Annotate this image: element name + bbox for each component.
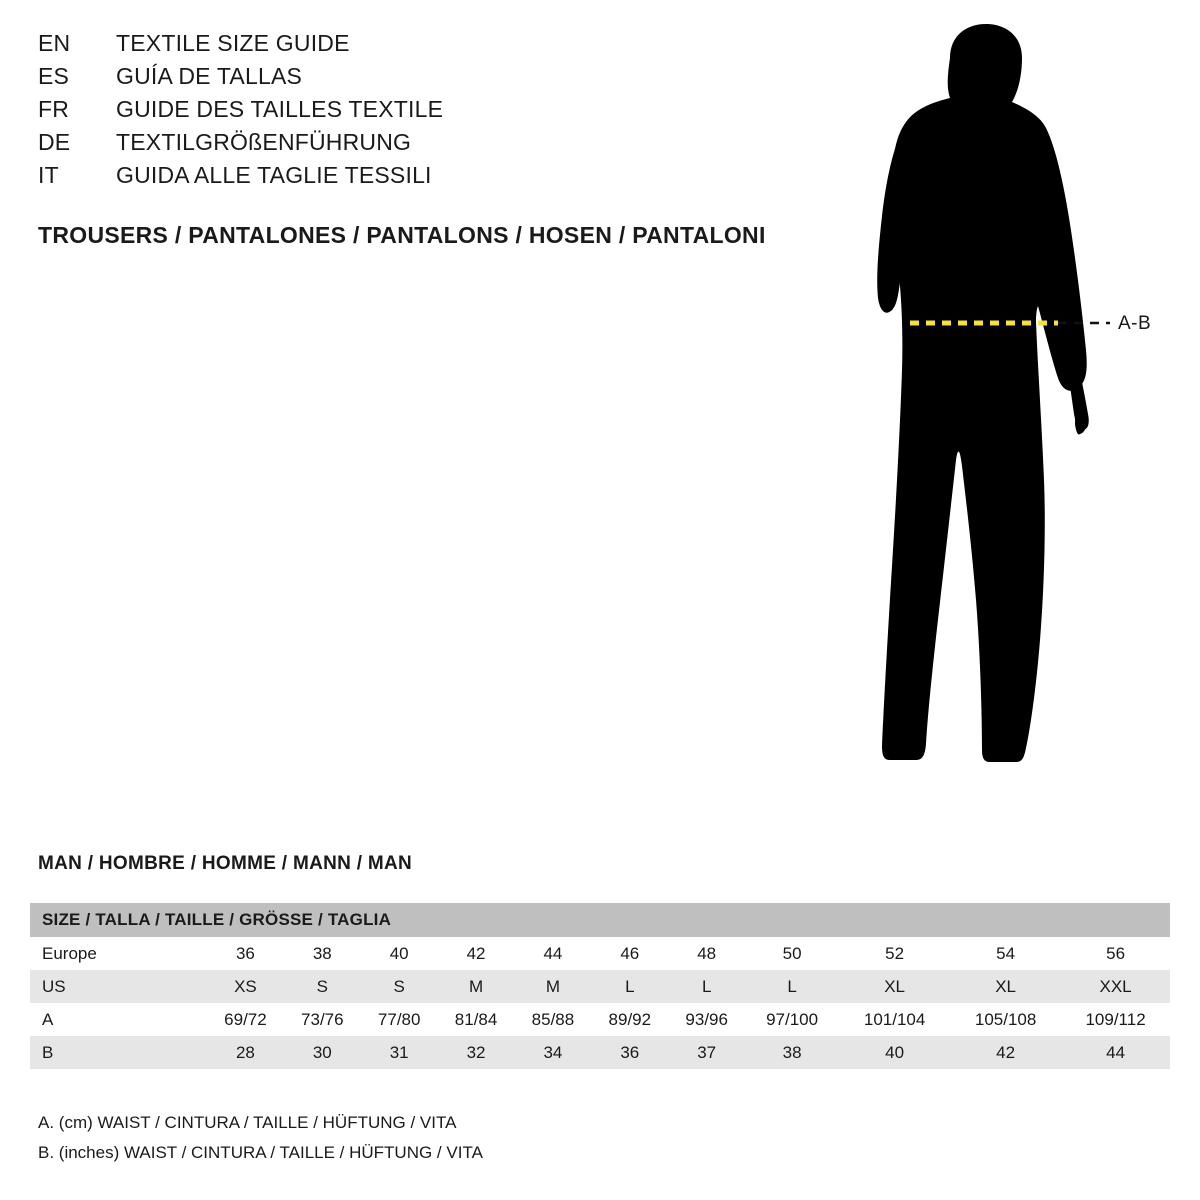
cell: 44 xyxy=(515,937,592,970)
table-row xyxy=(30,937,1170,970)
footnote-b: B. (inches) WAIST / CINTURA / TAILLE / HÜFTUNG / VITA xyxy=(38,1143,483,1162)
language-title: GUÍA DE TALLAS xyxy=(116,63,303,89)
cell: 38 xyxy=(284,937,361,970)
cell: S xyxy=(284,970,361,1003)
garment-type-title: TROUSERS / PANTALONES / PANTALONS / HOSEN / PANTALONI xyxy=(38,222,766,248)
row-label-us: US xyxy=(30,970,207,1003)
man-silhouette-figure xyxy=(790,10,1190,800)
language-row xyxy=(38,63,798,96)
table-row xyxy=(30,1003,1170,1036)
cell: 28 xyxy=(207,1036,284,1069)
cell: 34 xyxy=(515,1036,592,1069)
cell: 30 xyxy=(284,1036,361,1069)
language-code: ES xyxy=(38,63,70,89)
cell: XS xyxy=(207,970,284,1003)
cell: 56 xyxy=(1061,937,1170,970)
cell: 69/72 xyxy=(207,1003,284,1036)
cell: 85/88 xyxy=(515,1003,592,1036)
cell: 48 xyxy=(668,937,745,970)
cell: 93/96 xyxy=(668,1003,745,1036)
cell: 101/104 xyxy=(839,1003,950,1036)
cell: 81/84 xyxy=(438,1003,515,1036)
cell: 37 xyxy=(668,1036,745,1069)
cell: L xyxy=(591,970,668,1003)
cell: XXL xyxy=(1061,970,1170,1003)
language-header-block xyxy=(38,30,798,195)
language-code: IT xyxy=(38,162,59,188)
gender-section-title: MAN / HOMBRE / HOMME / MANN / MAN xyxy=(38,853,413,874)
table-header-row xyxy=(30,903,1170,937)
cell: M xyxy=(438,970,515,1003)
cell: 36 xyxy=(207,937,284,970)
cell: XL xyxy=(950,970,1061,1003)
language-code: FR xyxy=(38,96,70,122)
cell: 42 xyxy=(438,937,515,970)
cell: 109/112 xyxy=(1061,1003,1170,1036)
cell: 50 xyxy=(745,937,839,970)
row-label-europe: Europe xyxy=(30,937,207,970)
language-row xyxy=(38,162,798,195)
cell: 52 xyxy=(839,937,950,970)
cell: 89/92 xyxy=(591,1003,668,1036)
cell: 97/100 xyxy=(745,1003,839,1036)
row-label-a: A xyxy=(30,1003,207,1036)
language-code: DE xyxy=(38,129,71,155)
measurement-label-ab: A-B xyxy=(1118,313,1152,334)
cell: 44 xyxy=(1061,1036,1170,1069)
cell: L xyxy=(745,970,839,1003)
cell: 40 xyxy=(361,937,438,970)
cell: M xyxy=(515,970,592,1003)
cell: 36 xyxy=(591,1036,668,1069)
footnote-a: A. (cm) WAIST / CINTURA / TAILLE / HÜFTUNG / VITA xyxy=(38,1113,457,1132)
cell: 38 xyxy=(745,1036,839,1069)
cell: 31 xyxy=(361,1036,438,1069)
language-title: GUIDA ALLE TAGLIE TESSILI xyxy=(116,162,432,188)
language-row xyxy=(38,96,798,129)
language-row xyxy=(38,30,798,63)
row-label-b: B xyxy=(30,1036,207,1069)
cell: S xyxy=(361,970,438,1003)
footnotes xyxy=(38,1108,483,1168)
language-row xyxy=(38,129,798,162)
language-code: EN xyxy=(38,30,71,56)
cell: 73/76 xyxy=(284,1003,361,1036)
cell: 40 xyxy=(839,1036,950,1069)
cell: XL xyxy=(839,970,950,1003)
silhouette-shape xyxy=(877,24,1089,762)
language-title: GUIDE DES TAILLES TEXTILE xyxy=(116,96,444,122)
language-title: TEXTILGRÖßENFÜHRUNG xyxy=(116,129,412,155)
cell: 54 xyxy=(950,937,1061,970)
language-title: TEXTILE SIZE GUIDE xyxy=(116,30,350,56)
cell: 46 xyxy=(591,937,668,970)
table-header-label: SIZE / TALLA / TAILLE / GRÖSSE / TAGLIA xyxy=(30,903,1170,937)
cell: 32 xyxy=(438,1036,515,1069)
cell: 77/80 xyxy=(361,1003,438,1036)
cell: 42 xyxy=(950,1036,1061,1069)
table-row xyxy=(30,970,1170,1003)
size-table xyxy=(30,903,1170,1069)
cell: 105/108 xyxy=(950,1003,1061,1036)
cell: L xyxy=(668,970,745,1003)
table-row xyxy=(30,1036,1170,1069)
